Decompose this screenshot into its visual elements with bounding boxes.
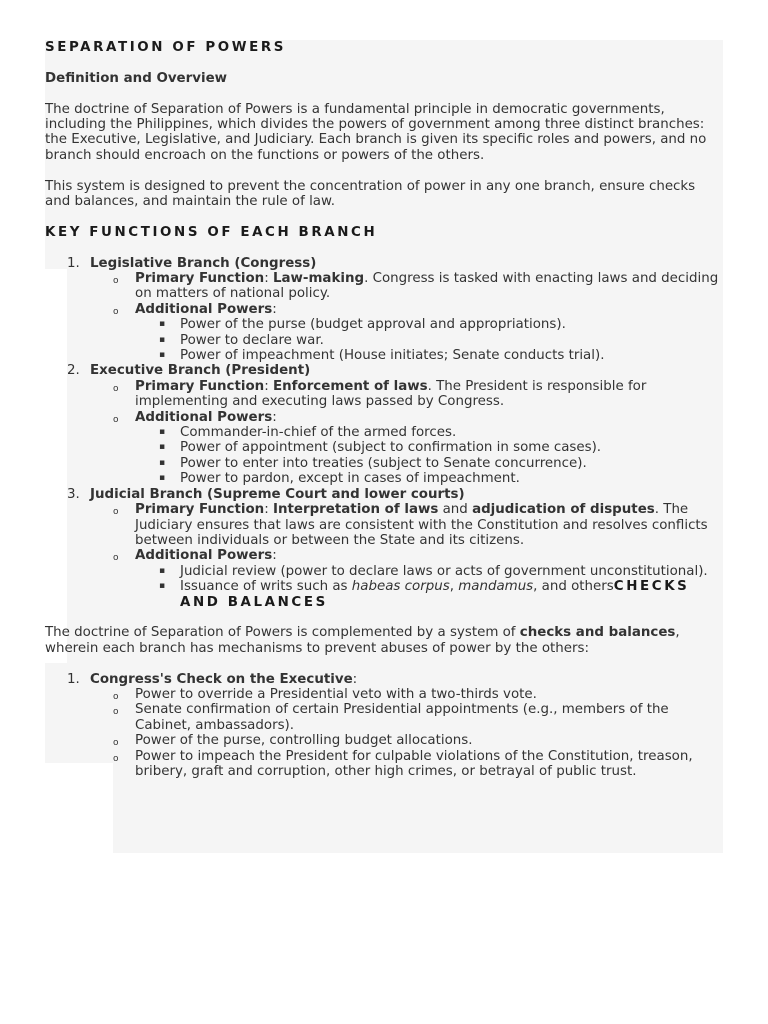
primary-function <box>45 379 723 410</box>
list-number: 1. <box>67 671 80 687</box>
label: Primary Function <box>135 502 265 518</box>
separator: , <box>449 579 459 595</box>
power-item <box>45 564 723 579</box>
paragraph-text: , wherein each branch has mechanisms to prevent abuses of power by the others: <box>45 625 680 656</box>
power-text: , and others <box>533 579 614 595</box>
checks-heading: CHECKS AND BALANCES <box>180 579 690 610</box>
bullet-icon: o <box>113 507 119 518</box>
bullet-icon: o <box>113 383 119 394</box>
colon: : <box>272 409 277 425</box>
label: Additional Powers <box>135 409 273 425</box>
check-point <box>45 702 723 733</box>
check-label: Congress's Check on the Executive <box>90 671 353 687</box>
power-item <box>45 471 723 486</box>
label: Primary Function <box>135 378 265 394</box>
branch-item <box>45 487 723 502</box>
function-value: Enforcement of laws <box>272 378 428 394</box>
bullet-icon: o <box>113 707 119 718</box>
colon: : <box>264 378 269 394</box>
branch-item <box>45 363 723 378</box>
bullet-icon: o <box>113 553 119 564</box>
function-value: Law-making <box>272 271 365 287</box>
function-text: . Congress is tasked with enacting laws and deciding on matters of national policy. <box>135 271 719 302</box>
checks-paragraph <box>45 625 723 656</box>
function-text: . The President is responsible for implementing and executing laws passed by Congress. <box>135 378 647 410</box>
check-item <box>45 672 723 687</box>
function-value-2: adjudication of disputes <box>472 502 655 518</box>
power-item <box>45 348 723 363</box>
power-item <box>45 425 723 440</box>
colon: : <box>272 301 277 317</box>
square-bullet-icon: ▪ <box>159 457 166 468</box>
intro-paragraph: The doctrine of Separation of Powers is a fundamental principle in democratic governments, including the Philippines, which divides the powers of government among three distinct branches: the Executive, Legislative, and Judiciary. Each branch is given its specific roles and powers, and no branch should encroach on the functions or powers of the others. <box>45 101 707 163</box>
additional-powers <box>45 410 723 425</box>
colon: : <box>264 271 269 287</box>
function-text: . The Judiciary ensures that laws are consistent with the Constitution and resolves conflicts between individuals or between the State and its citizens. <box>135 502 708 548</box>
square-bullet-icon: ▪ <box>159 442 166 453</box>
label: Additional Powers <box>135 548 273 564</box>
list-number: 1. <box>67 255 80 271</box>
bullet-icon: o <box>113 753 119 764</box>
label: Primary Function <box>135 271 265 287</box>
branch-name: Executive Branch (President) <box>90 363 311 379</box>
additional-powers <box>45 548 723 563</box>
bullet-icon: o <box>113 306 119 317</box>
power-item <box>45 440 723 455</box>
power-text: Power of the purse (budget approval and appropriations). <box>180 317 566 333</box>
check-point <box>45 749 723 780</box>
power-item <box>45 333 723 348</box>
additional-powers <box>45 302 723 317</box>
square-bullet-icon: ▪ <box>159 350 166 361</box>
point-text: Power to impeach the President for culpable violations of the Constitution, treason, bribery, graft and corruption, other high crimes, or betrayal of public trust. <box>135 748 693 779</box>
emphasis: checks and balances <box>519 625 676 641</box>
check-point <box>45 733 723 748</box>
bullet-icon: o <box>113 414 119 425</box>
intro-paragraph-2: This system is designed to prevent the concentration of power in any one branch, ensure checks and balances, and maintain the rule of law. <box>45 178 696 210</box>
power-item <box>45 579 723 610</box>
power-text: Power of appointment (subject to confirmation in some cases). <box>180 440 602 456</box>
section-subheading: Definition and Overview <box>45 70 228 86</box>
square-bullet-icon: ▪ <box>159 427 166 438</box>
colon: : <box>272 548 277 564</box>
label: Additional Powers <box>135 301 273 317</box>
colon: : <box>352 671 358 687</box>
section-heading: KEY FUNCTIONS OF EACH BRANCH <box>45 224 378 240</box>
primary-function <box>45 502 723 548</box>
square-bullet-icon: ▪ <box>159 581 166 592</box>
bullet-icon: o <box>113 738 119 749</box>
writ-name: habeas corpus <box>351 579 450 595</box>
branch-item <box>45 256 723 271</box>
bullet-icon: o <box>113 276 119 287</box>
square-bullet-icon: ▪ <box>159 565 166 576</box>
branch-name: Judicial Branch (Supreme Court and lower courts) <box>90 486 465 502</box>
power-text: Power of impeachment (House initiates; Senate conducts trial). <box>180 348 605 364</box>
list-number: 2. <box>67 363 80 379</box>
colon: : <box>264 502 269 518</box>
square-bullet-icon: ▪ <box>159 319 166 330</box>
document <box>45 40 723 779</box>
writ-name: mandamus <box>458 579 534 595</box>
power-text: Judicial review (power to declare laws or acts of government unconstitutional). <box>180 563 708 579</box>
point-text: Senate confirmation of certain Presidential appointments (e.g., members of the Cabinet, ambassadors). <box>135 702 669 733</box>
paragraph-text: The doctrine of Separation of Powers is complemented by a system of <box>45 625 520 641</box>
page-title: SEPARATION OF POWERS <box>45 40 287 55</box>
square-bullet-icon: ▪ <box>159 473 166 484</box>
conjunction: and <box>438 502 473 518</box>
power-text: Power to pardon, except in cases of impeachment. <box>180 471 520 487</box>
power-text: Power to enter into treaties (subject to Senate concurrence). <box>180 455 587 471</box>
point-text: Power to override a Presidential veto with a two-thirds vote. <box>135 686 537 702</box>
power-item <box>45 456 723 471</box>
square-bullet-icon: ▪ <box>159 334 166 345</box>
point-text: Power of the purse, controlling budget allocations. <box>135 733 473 749</box>
power-text: Power to declare war. <box>180 332 324 348</box>
function-value: Interpretation of laws <box>272 502 439 518</box>
check-point <box>45 687 723 702</box>
branch-name: Legislative Branch (Congress) <box>90 255 317 271</box>
power-item <box>45 317 723 332</box>
power-text: Commander-in-chief of the armed forces. <box>180 425 457 441</box>
power-text: Issuance of writs such as <box>180 579 352 595</box>
primary-function <box>45 271 723 302</box>
bullet-icon: o <box>113 691 119 702</box>
list-number: 3. <box>67 486 80 502</box>
